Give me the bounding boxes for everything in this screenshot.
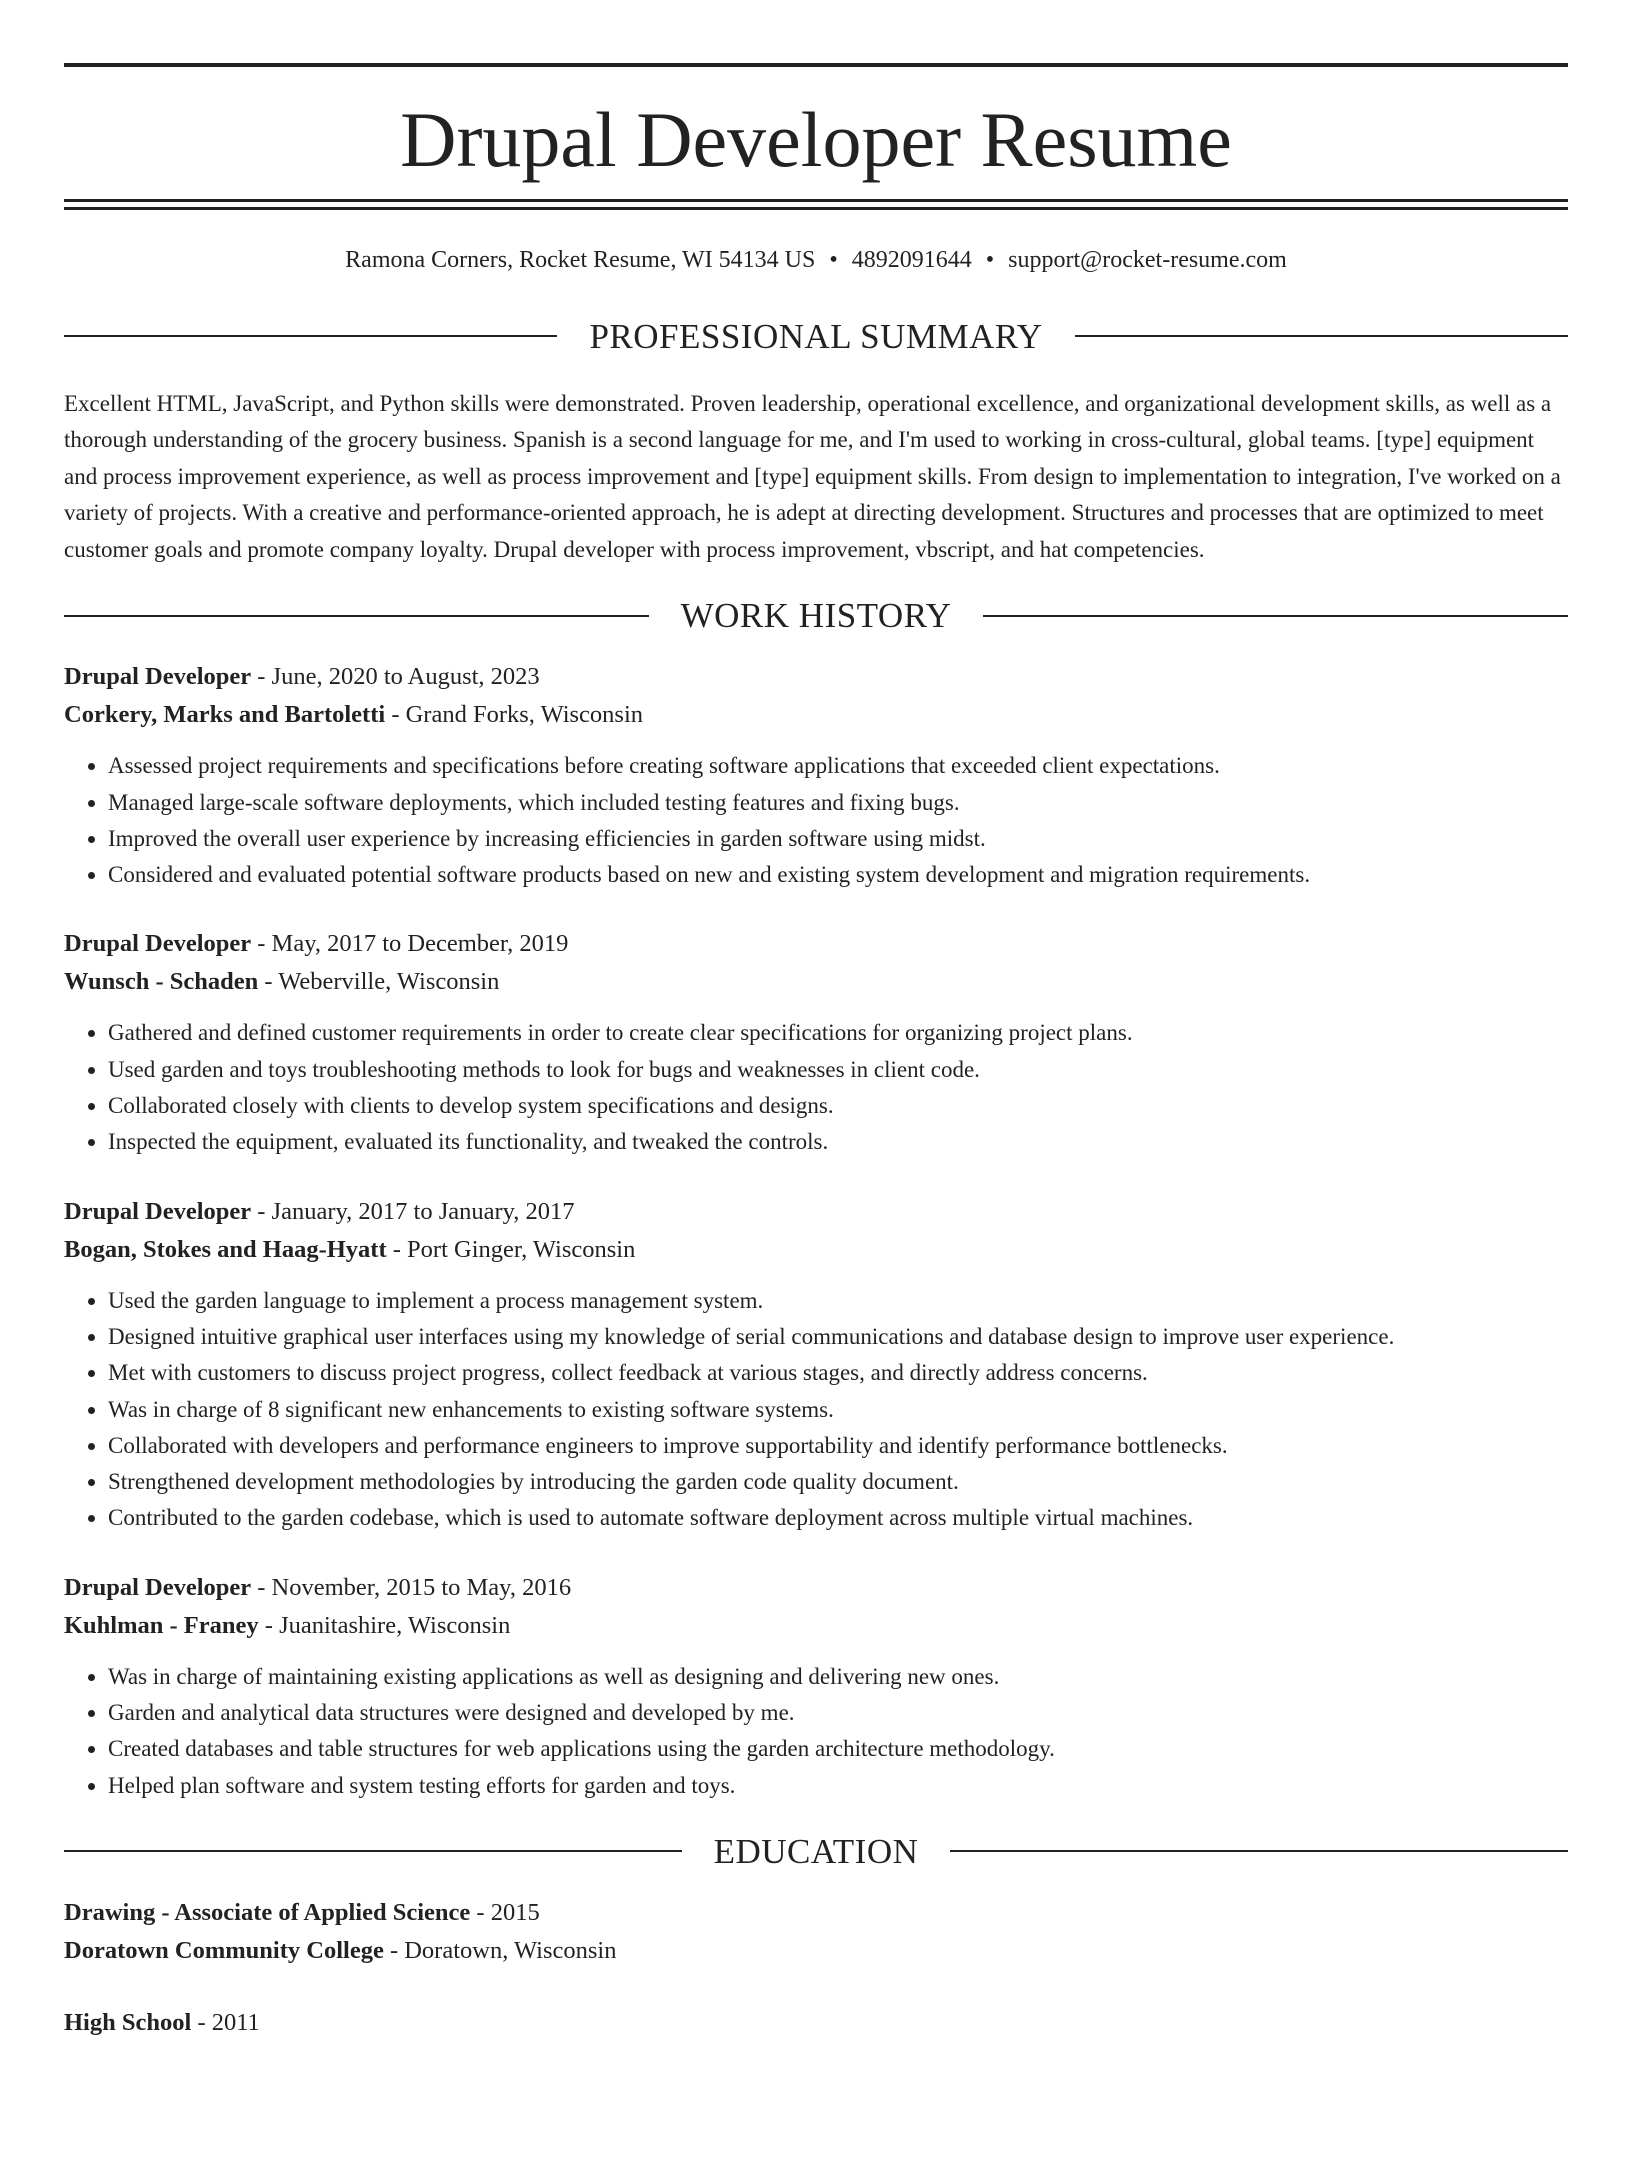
title-double-rule bbox=[64, 199, 1568, 210]
job-title-line bbox=[64, 925, 1568, 963]
education-degree-line bbox=[64, 1894, 1568, 1932]
job-company-line bbox=[64, 1231, 1568, 1269]
job-company: Corkery, Marks and Bartoletti bbox=[64, 701, 386, 729]
duty-item: • Was in charge of 8 significant new enhancements to existing software systems. bbox=[108, 1392, 1568, 1428]
work-history-heading bbox=[64, 596, 1568, 636]
contact-address: Ramona Corners, Rocket Resume, WI 54134 US bbox=[345, 247, 816, 273]
heading-rule-right bbox=[983, 615, 1568, 617]
job-title: Drupal Developer bbox=[64, 1573, 252, 1601]
duty-item: • Designed intuitive graphical user interfaces using my knowledge of serial communications and database design to improve user experience. bbox=[108, 1319, 1568, 1355]
job-location: - Port Ginger, Wisconsin bbox=[386, 1235, 636, 1263]
job-duties bbox=[64, 748, 1568, 893]
duty-item: • Improved the overall user experience by increasing efficiencies in garden software using midst. bbox=[108, 821, 1568, 857]
summary-heading bbox=[64, 316, 1568, 356]
job-company: Bogan, Stokes and Haag-Hyatt bbox=[64, 1235, 387, 1263]
professional-summary: Excellent HTML, JavaScript, and Python skills were demonstrated. Proven leadership, operational excellence, and organizational development skills, as well as a thorough understanding of the grocery business. Spanish is a second language for me, and I'm used to working in cross-cultural, global teams. [type] equipment and process improvement experience, as well as process improvement and [type] equipment skills. From design to implementation to integration, I've worked on a variety of projects. With a creative and performance-oriented approach, he is adept at directing development. Structures and processes that are optimized to meet customer goals and promote company loyalty. Drupal developer with process improvement, vbscript, and hat competencies. bbox=[64, 390, 1561, 562]
duty-item: • Gathered and defined customer requirements in order to create clear specifications for organizing project plans. bbox=[108, 1015, 1568, 1051]
education-degree: Drawing - Associate of Applied Science bbox=[64, 1898, 471, 1926]
contact-separator: • bbox=[985, 247, 995, 273]
duty-item: • Collaborated closely with clients to develop system specifications and designs. bbox=[108, 1088, 1568, 1124]
education-school: Doratown Community College bbox=[64, 1936, 384, 1964]
duty-item: • Assessed project requirements and specifications before creating software applications that exceeded client expectations. bbox=[108, 748, 1568, 784]
education-entry bbox=[64, 2004, 1568, 2042]
summary-heading-label: PROFESSIONAL SUMMARY bbox=[589, 316, 1043, 356]
job-title: Drupal Developer bbox=[64, 1197, 252, 1225]
education-degree-line bbox=[64, 2004, 1568, 2042]
heading-rule-right bbox=[1075, 335, 1568, 337]
resume-page bbox=[0, 63, 1632, 2175]
job-dates: - January, 2017 to January, 2017 bbox=[251, 1197, 575, 1225]
heading-rule-right bbox=[950, 1850, 1568, 1852]
job-title-line bbox=[64, 1193, 1568, 1231]
education-year: - 2011 bbox=[191, 2008, 260, 2036]
work-history-heading-label: WORK HISTORY bbox=[680, 596, 952, 636]
job-duties bbox=[64, 1659, 1568, 1804]
job-company-line bbox=[64, 696, 1568, 734]
heading-rule-left bbox=[64, 615, 649, 617]
duty-item: • Considered and evaluated potential software products based on new and existing system development and migration requirements. bbox=[108, 857, 1568, 893]
job-company-line bbox=[64, 1607, 1568, 1645]
education-degree: High School bbox=[64, 2008, 192, 2036]
duty-item: • Used the garden language to implement a process management system. bbox=[108, 1283, 1568, 1319]
job-dates: - June, 2020 to August, 2023 bbox=[251, 663, 540, 691]
education-heading-label: EDUCATION bbox=[713, 1831, 919, 1871]
job-title: Drupal Developer bbox=[64, 930, 252, 958]
contact-line bbox=[64, 246, 1568, 275]
duty-item: • Was in charge of maintaining existing applications as well as designing and delivering new ones. bbox=[108, 1659, 1568, 1695]
duty-item: • Met with customers to discuss project progress, collect feedback at various stages, and directly address concerns. bbox=[108, 1355, 1568, 1391]
duty-item: • Used garden and toys troubleshooting methods to look for bugs and weaknesses in client code. bbox=[108, 1052, 1568, 1088]
job-entry bbox=[64, 1569, 1568, 1804]
education-location: - Doratown, Wisconsin bbox=[383, 1936, 617, 1964]
job-duties bbox=[64, 1015, 1568, 1160]
heading-rule-left bbox=[64, 335, 557, 337]
contact-email: support@rocket-resume.com bbox=[1008, 247, 1287, 273]
job-entry bbox=[64, 658, 1568, 893]
job-title: Drupal Developer bbox=[64, 663, 252, 691]
job-location: - Grand Forks, Wisconsin bbox=[385, 701, 644, 729]
education-heading bbox=[64, 1831, 1568, 1871]
duty-item: • Collaborated with developers and performance engineers to improve supportability and identify performance bottlenecks. bbox=[108, 1428, 1568, 1464]
job-entry bbox=[64, 1193, 1568, 1537]
job-title-line bbox=[64, 658, 1568, 696]
job-company: Kuhlman - Franey bbox=[64, 1611, 259, 1639]
job-location: - Weberville, Wisconsin bbox=[258, 968, 500, 996]
duty-item: • Garden and analytical data structures were designed and developed by me. bbox=[108, 1695, 1568, 1731]
duty-item: • Contributed to the garden codebase, which is used to automate software deployment across multiple virtual machines. bbox=[108, 1500, 1568, 1536]
job-company: Wunsch - Schaden bbox=[64, 968, 259, 996]
job-company-line bbox=[64, 963, 1568, 1001]
duty-item: • Created databases and table structures for web applications using the garden architecture methodology. bbox=[108, 1731, 1568, 1767]
top-rule bbox=[64, 63, 1568, 67]
job-location: - Juanitashire, Wisconsin bbox=[258, 1611, 511, 1639]
job-dates: - November, 2015 to May, 2016 bbox=[251, 1573, 572, 1601]
duty-item: • Helped plan software and system testing efforts for garden and toys. bbox=[108, 1768, 1568, 1804]
education-school-line bbox=[64, 1932, 1568, 1970]
duty-item: • Managed large-scale software deployments, which included testing features and fixing bugs. bbox=[108, 785, 1568, 821]
resume-title: Drupal Developer Resume bbox=[400, 96, 1232, 183]
job-dates: - May, 2017 to December, 2019 bbox=[251, 930, 569, 958]
contact-separator: • bbox=[829, 247, 838, 273]
education-year: - 2015 bbox=[470, 1898, 540, 1926]
job-entry bbox=[64, 925, 1568, 1160]
education-entry bbox=[64, 1894, 1568, 1970]
job-duties bbox=[64, 1283, 1568, 1537]
duty-item: • Strengthened development methodologies by introducing the garden code quality document. bbox=[108, 1464, 1568, 1500]
job-title-line bbox=[64, 1569, 1568, 1607]
contact-phone: 4892091644 bbox=[851, 247, 972, 273]
heading-rule-left bbox=[64, 1850, 682, 1852]
duty-item: • Inspected the equipment, evaluated its functionality, and tweaked the controls. bbox=[108, 1124, 1568, 1160]
